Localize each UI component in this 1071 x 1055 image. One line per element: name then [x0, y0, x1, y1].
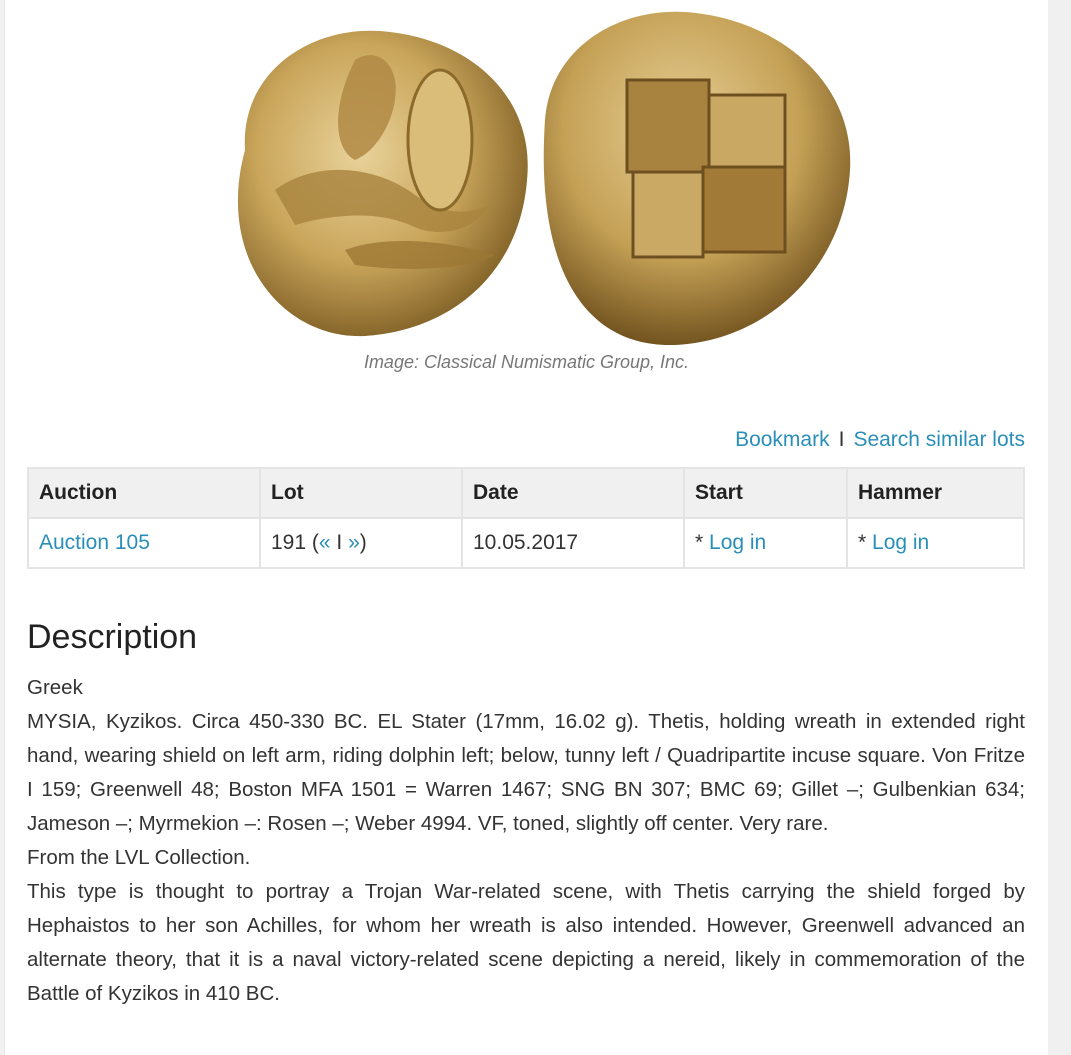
next-lot-link[interactable]: »	[348, 531, 360, 554]
reverse-coin	[544, 12, 850, 345]
description-note: This type is thought to portray a Trojan War-related scene, with Thetis carrying the shield forged by Hephaistos to her son Achilles, for whom her wreath is also intended. However, Greenwell advanced an alternate theory, that it is a naval victory-related scene depicting a nereid, likely in commemoration of the Battle of Kyzikos in 410 BC.	[27, 880, 1025, 1005]
lot-number: 191	[271, 531, 307, 554]
image-caption: Image: Classical Numismatic Group, Inc.	[363, 352, 690, 372]
hammer-prefix: *	[858, 531, 873, 554]
coin-image	[205, 0, 855, 345]
actions-separator: I	[838, 428, 845, 451]
search-similar-lots-link[interactable]: Search similar lots	[853, 428, 1025, 451]
header-lot: Lot	[260, 468, 462, 518]
lot-paren-close: )	[359, 531, 367, 554]
header-start: Start	[684, 468, 847, 518]
description-category: Greek	[27, 676, 83, 699]
cell-hammer	[847, 518, 1024, 568]
table-header-row	[28, 468, 1024, 518]
cell-start	[684, 518, 847, 568]
start-login-link[interactable]: Log in	[709, 531, 767, 554]
header-auction: Auction	[28, 468, 260, 518]
table-row	[28, 518, 1024, 568]
bookmark-link[interactable]: Bookmark	[735, 428, 830, 451]
previous-lot-link[interactable]: «	[318, 531, 331, 554]
description-body	[27, 671, 1025, 1011]
start-prefix: *	[695, 531, 710, 554]
auction-link[interactable]: Auction 105	[39, 531, 150, 554]
lot-page	[4, 0, 1048, 1055]
description-provenance: From the LVL Collection.	[27, 846, 251, 869]
hammer-login-link[interactable]: Log in	[872, 531, 930, 554]
description-main: MYSIA, Kyzikos. Circa 450-330 BC. EL Stater (17mm, 16.02 g). Thetis, holding wreath in extended right hand, wearing shield on left arm, riding dolphin left; below, tunny left / Quadripartite incuse square. Von Fritze I 159; Greenwell 48; Boston MFA 1501 = Warren 1467; SNG BN 307; BMC 69; Gillet –; Gulbenkian 634; Jameson –; Myrmekion –: Rosen –; Weber 4994. VF, toned, slightly off center. Very rare.	[27, 710, 1025, 835]
lot-info-table	[27, 467, 1025, 569]
lot-nav-separator: I	[330, 531, 349, 554]
cell-lot	[260, 518, 462, 568]
lot-paren-open: (	[306, 531, 319, 554]
lot-actions	[735, 428, 1025, 452]
description-title: Description	[27, 618, 198, 656]
cell-date: 10.05.2017	[462, 518, 684, 568]
header-hammer: Hammer	[847, 468, 1024, 518]
cell-auction	[28, 518, 260, 568]
header-date: Date	[462, 468, 684, 518]
obverse-coin	[238, 31, 528, 336]
